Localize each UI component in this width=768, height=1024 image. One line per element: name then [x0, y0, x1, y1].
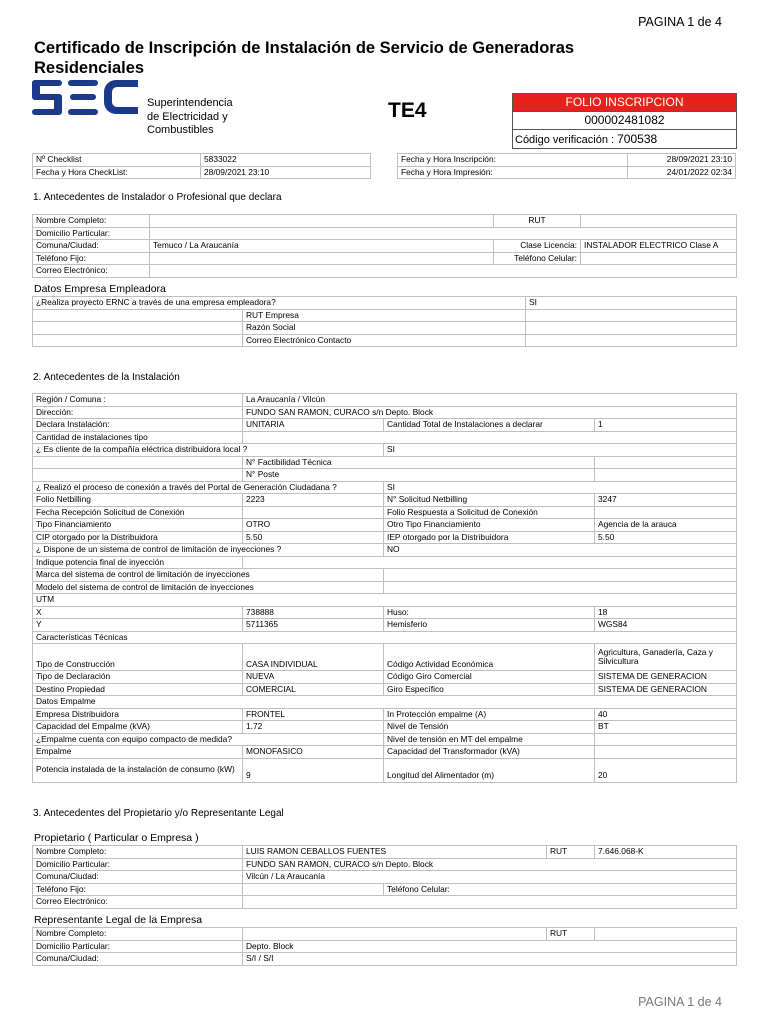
table-row: [33, 265, 737, 278]
value: UNITARIA: [243, 419, 384, 432]
value: BT: [595, 721, 737, 734]
table-row: [33, 631, 737, 644]
value: Agencia de la arauca: [595, 519, 737, 532]
table-row: [33, 940, 737, 953]
label: Teléfono Celular:: [384, 883, 737, 896]
value: SISTEMA DE GENERACION: [595, 671, 737, 684]
table-row: [33, 154, 371, 167]
value: 2223: [243, 494, 384, 507]
label: Tipo Financiamiento: [33, 519, 243, 532]
label: Fecha y Hora Impresión:: [398, 166, 628, 179]
value: FUNDO SAN RAMON, CURACO s/n Depto. Block: [243, 406, 737, 419]
table-row: [33, 871, 737, 884]
table-row: [33, 896, 737, 909]
table-row: [33, 883, 737, 896]
table-row: [33, 671, 737, 684]
label: RUT: [547, 928, 595, 941]
label: Domicilio Particular:: [33, 940, 243, 953]
label: N° Factibilidad Técnica: [243, 456, 595, 469]
label: Nombre Completo:: [33, 928, 243, 941]
owner-title: Propietario ( Particular o Empresa ): [34, 832, 199, 844]
label: Clase Licencia:: [494, 240, 581, 253]
section-3-title: 3. Antecedentes del Propietario y/o Representante Legal: [33, 808, 284, 819]
value: COMERCIAL: [243, 683, 384, 696]
label: X: [33, 606, 243, 619]
table-row: [398, 166, 736, 179]
table-row: [33, 928, 737, 941]
value: 3247: [595, 494, 737, 507]
value: 9: [243, 758, 384, 782]
label: Longitud del Alimentador (m): [384, 758, 595, 782]
table-row: [33, 721, 737, 734]
label: Capacidad del Empalme (kVA): [33, 721, 243, 734]
label: ¿Empalme cuenta con equipo compacto de medida?: [33, 733, 384, 746]
label: Fecha y Hora CheckList:: [33, 166, 201, 179]
owner-table: [32, 845, 737, 909]
table-row: [33, 394, 737, 407]
label: ¿Realiza proyecto ERNC a través de una empresa empleadora?: [33, 297, 526, 310]
value: CASA INDIVIDUAL: [243, 644, 384, 671]
table-row: [33, 696, 737, 709]
table-row: [33, 481, 737, 494]
label: Teléfono Fijo:: [33, 252, 150, 265]
label: RUT: [494, 215, 581, 228]
value: NUEVA: [243, 671, 384, 684]
value: INSTALADOR ELECTRICO Clase A: [581, 240, 737, 253]
table-row: [33, 569, 737, 582]
inscription-dates-table: [397, 153, 736, 179]
value: Vilcún / La Araucanía: [243, 871, 737, 884]
label: Nombre Completo:: [33, 215, 150, 228]
value: 5833022: [201, 154, 371, 167]
label: Nivel de tensión en MT del empalme: [384, 733, 595, 746]
table-row: [33, 494, 737, 507]
label: ¿ Es cliente de la compañía eléctrica distribuidora local ?: [33, 444, 384, 457]
agency-line: Combustibles: [147, 124, 214, 136]
form-code: TE4: [388, 99, 427, 122]
table-row: [33, 544, 737, 557]
value: 28/09/2021 23:10: [201, 166, 371, 179]
label: Hemisferio: [384, 619, 595, 632]
label: Nombre Completo:: [33, 846, 243, 859]
page-number-bottom: PAGINA 1 de 4: [638, 995, 722, 1009]
value: 1: [595, 419, 737, 432]
installer-table: [32, 214, 737, 278]
table-row: [33, 708, 737, 721]
value: WGS84: [595, 619, 737, 632]
value: Agricultura, Ganadería, Caza y Silvicultura: [595, 644, 737, 671]
table-row: [33, 469, 737, 482]
table-row: [33, 456, 737, 469]
value: SI: [384, 444, 737, 457]
folio-number: 000002481082: [513, 111, 736, 129]
label: Giro Específico: [384, 683, 595, 696]
value: 40: [595, 708, 737, 721]
table-row: [33, 419, 737, 432]
label: Indique potencia final de inyección: [33, 556, 243, 569]
table-row: [398, 154, 736, 167]
section-1-title: 1. Antecedentes de Instalador o Profesional que declara: [33, 192, 282, 203]
label: Declara Instalación:: [33, 419, 243, 432]
label: Fecha y Hora Inscripción:: [398, 154, 628, 167]
value: 738888: [243, 606, 384, 619]
table-row: [33, 606, 737, 619]
table-row: [33, 506, 737, 519]
agency-name: [147, 97, 233, 138]
label: Fecha Recepción Solicitud de Conexión: [33, 506, 243, 519]
table-row: [33, 215, 737, 228]
table-row: [33, 444, 737, 457]
label: Datos Empalme: [33, 696, 737, 709]
label: Código Giro Comercial: [384, 671, 595, 684]
value: SI: [384, 481, 737, 494]
label: CIP otorgado por la Distribuidora: [33, 531, 243, 544]
value: MONOFASICO: [243, 746, 384, 759]
label: Dirección:: [33, 406, 243, 419]
value: Depto. Block: [243, 940, 737, 953]
employer-title: Datos Empresa Empleadora: [34, 283, 166, 295]
label: Destino Propiedad: [33, 683, 243, 696]
label: Empresa Distribuidora: [33, 708, 243, 721]
table-row: [33, 252, 737, 265]
value: NO: [384, 544, 737, 557]
value: FRONTEL: [243, 708, 384, 721]
label: RUT: [547, 846, 595, 859]
label: Comuna/Ciudad:: [33, 953, 243, 966]
value: Temuco / La Araucanía: [150, 240, 494, 253]
table-row: [33, 431, 737, 444]
table-row: [33, 619, 737, 632]
folio-box: [512, 93, 737, 149]
label: Otro Tipo Financiamiento: [384, 519, 595, 532]
label: Región / Comuna :: [33, 394, 243, 407]
sec-logo: [30, 78, 140, 118]
value: 5.50: [595, 531, 737, 544]
table-row: [33, 858, 737, 871]
label: Nº Checklist: [33, 154, 201, 167]
table-row: [33, 227, 737, 240]
label: Código Actividad Económica: [384, 644, 595, 671]
label: In Protección empalme (A): [384, 708, 595, 721]
table-row: [33, 556, 737, 569]
value: 18: [595, 606, 737, 619]
table-row: [33, 519, 737, 532]
label: ¿ Dispone de un sistema de control de limitación de inyecciones ?: [33, 544, 384, 557]
table-row: [33, 297, 737, 310]
table-row: [33, 733, 737, 746]
label: Cantidad de instalaciones tipo: [33, 431, 243, 444]
value: SI: [526, 297, 737, 310]
table-row: [33, 166, 371, 179]
label: RUT Empresa: [243, 309, 526, 322]
label: Cantidad Total de Instalaciones a declarar: [384, 419, 595, 432]
table-row: [33, 531, 737, 544]
value: S/I / S/I: [243, 953, 737, 966]
page-number-top: PAGINA 1 de 4: [638, 15, 722, 29]
label: Tipo de Construcción: [33, 644, 243, 671]
label: Y: [33, 619, 243, 632]
label: N° Solicitud Netbilling: [384, 494, 595, 507]
checklist-table: [32, 153, 371, 179]
label: Características Técnicas: [33, 631, 737, 644]
legal-rep-table: [32, 927, 737, 966]
document-title: Certificado de Inscripción de Instalación de Servicio de Generadoras Residenciales: [34, 39, 575, 77]
verif-value: 700538: [617, 132, 658, 146]
label: UTM: [33, 594, 737, 607]
label: N° Poste: [243, 469, 595, 482]
table-row: [33, 846, 737, 859]
value: 24/01/2022 02:34: [628, 166, 736, 179]
label: Comuna/Ciudad:: [33, 871, 243, 884]
value: 7.646.068-K: [595, 846, 737, 859]
value: 5.50: [243, 531, 384, 544]
label: Comuna/Ciudad:: [33, 240, 150, 253]
value: 5711365: [243, 619, 384, 632]
value: 28/09/2021 23:10: [628, 154, 736, 167]
table-row: [33, 953, 737, 966]
label: Correo Electrónico:: [33, 896, 243, 909]
section-2-title: 2. Antecedentes de la Instalación: [33, 372, 180, 383]
label: Correo Electrónico Contacto: [243, 334, 526, 347]
value: La Araucanía / Vilcún: [243, 394, 737, 407]
table-row: [33, 322, 737, 335]
value: FUNDO SAN RAMON, CURACO s/n Depto. Block: [243, 858, 737, 871]
table-row: [33, 581, 737, 594]
value: OTRO: [243, 519, 384, 532]
label: Capacidad del Transformador (kVA): [384, 746, 595, 759]
label: Huso:: [384, 606, 595, 619]
verif-label: Código verificación :: [515, 134, 615, 146]
label: Domicilio Particular:: [33, 227, 150, 240]
label: Folio Netbilling: [33, 494, 243, 507]
label: Empalme: [33, 746, 243, 759]
label: Marca del sistema de control de limitación de inyecciones: [33, 569, 384, 582]
label: Correo Electrónico:: [33, 265, 150, 278]
value: SISTEMA DE GENERACION: [595, 683, 737, 696]
folio-label: FOLIO INSCRIPCION: [513, 94, 736, 111]
table-row: [33, 683, 737, 696]
agency-line: de Electricidad y: [147, 110, 228, 123]
label: Razón Social: [243, 322, 526, 335]
verification-code: [513, 129, 736, 148]
table-row: [33, 309, 737, 322]
installation-table: [32, 393, 737, 783]
table-row: [33, 406, 737, 419]
table-row: [33, 644, 737, 671]
table-row: [33, 594, 737, 607]
label: IEP otorgado por la Distribuidora: [384, 531, 595, 544]
label: Nivel de Tensión: [384, 721, 595, 734]
label: Tipo de Declaración: [33, 671, 243, 684]
table-row: [33, 746, 737, 759]
label: Folio Respuesta a Solicitud de Conexión: [384, 506, 595, 519]
label: Teléfono Fijo:: [33, 883, 243, 896]
label: Potencia instalada de la instalación de consumo (kW): [33, 758, 243, 782]
value: 20: [595, 758, 737, 782]
label: ¿ Realizó el proceso de conexión a través del Portal de Generación Ciudadana ?: [33, 481, 384, 494]
table-row: [33, 758, 737, 782]
label: Modelo del sistema de control de limitación de inyecciones: [33, 581, 384, 594]
label: Domicilio Particular:: [33, 858, 243, 871]
value: 1.72: [243, 721, 384, 734]
value: LUIS RAMON CEBALLOS FUENTES: [243, 846, 547, 859]
table-row: [33, 334, 737, 347]
agency-line: Superintendencia: [147, 97, 233, 109]
employer-table: [32, 296, 737, 347]
legal-rep-title: Representante Legal de la Empresa: [34, 914, 203, 926]
table-row: [33, 240, 737, 253]
label: Teléfono Celular:: [494, 252, 581, 265]
